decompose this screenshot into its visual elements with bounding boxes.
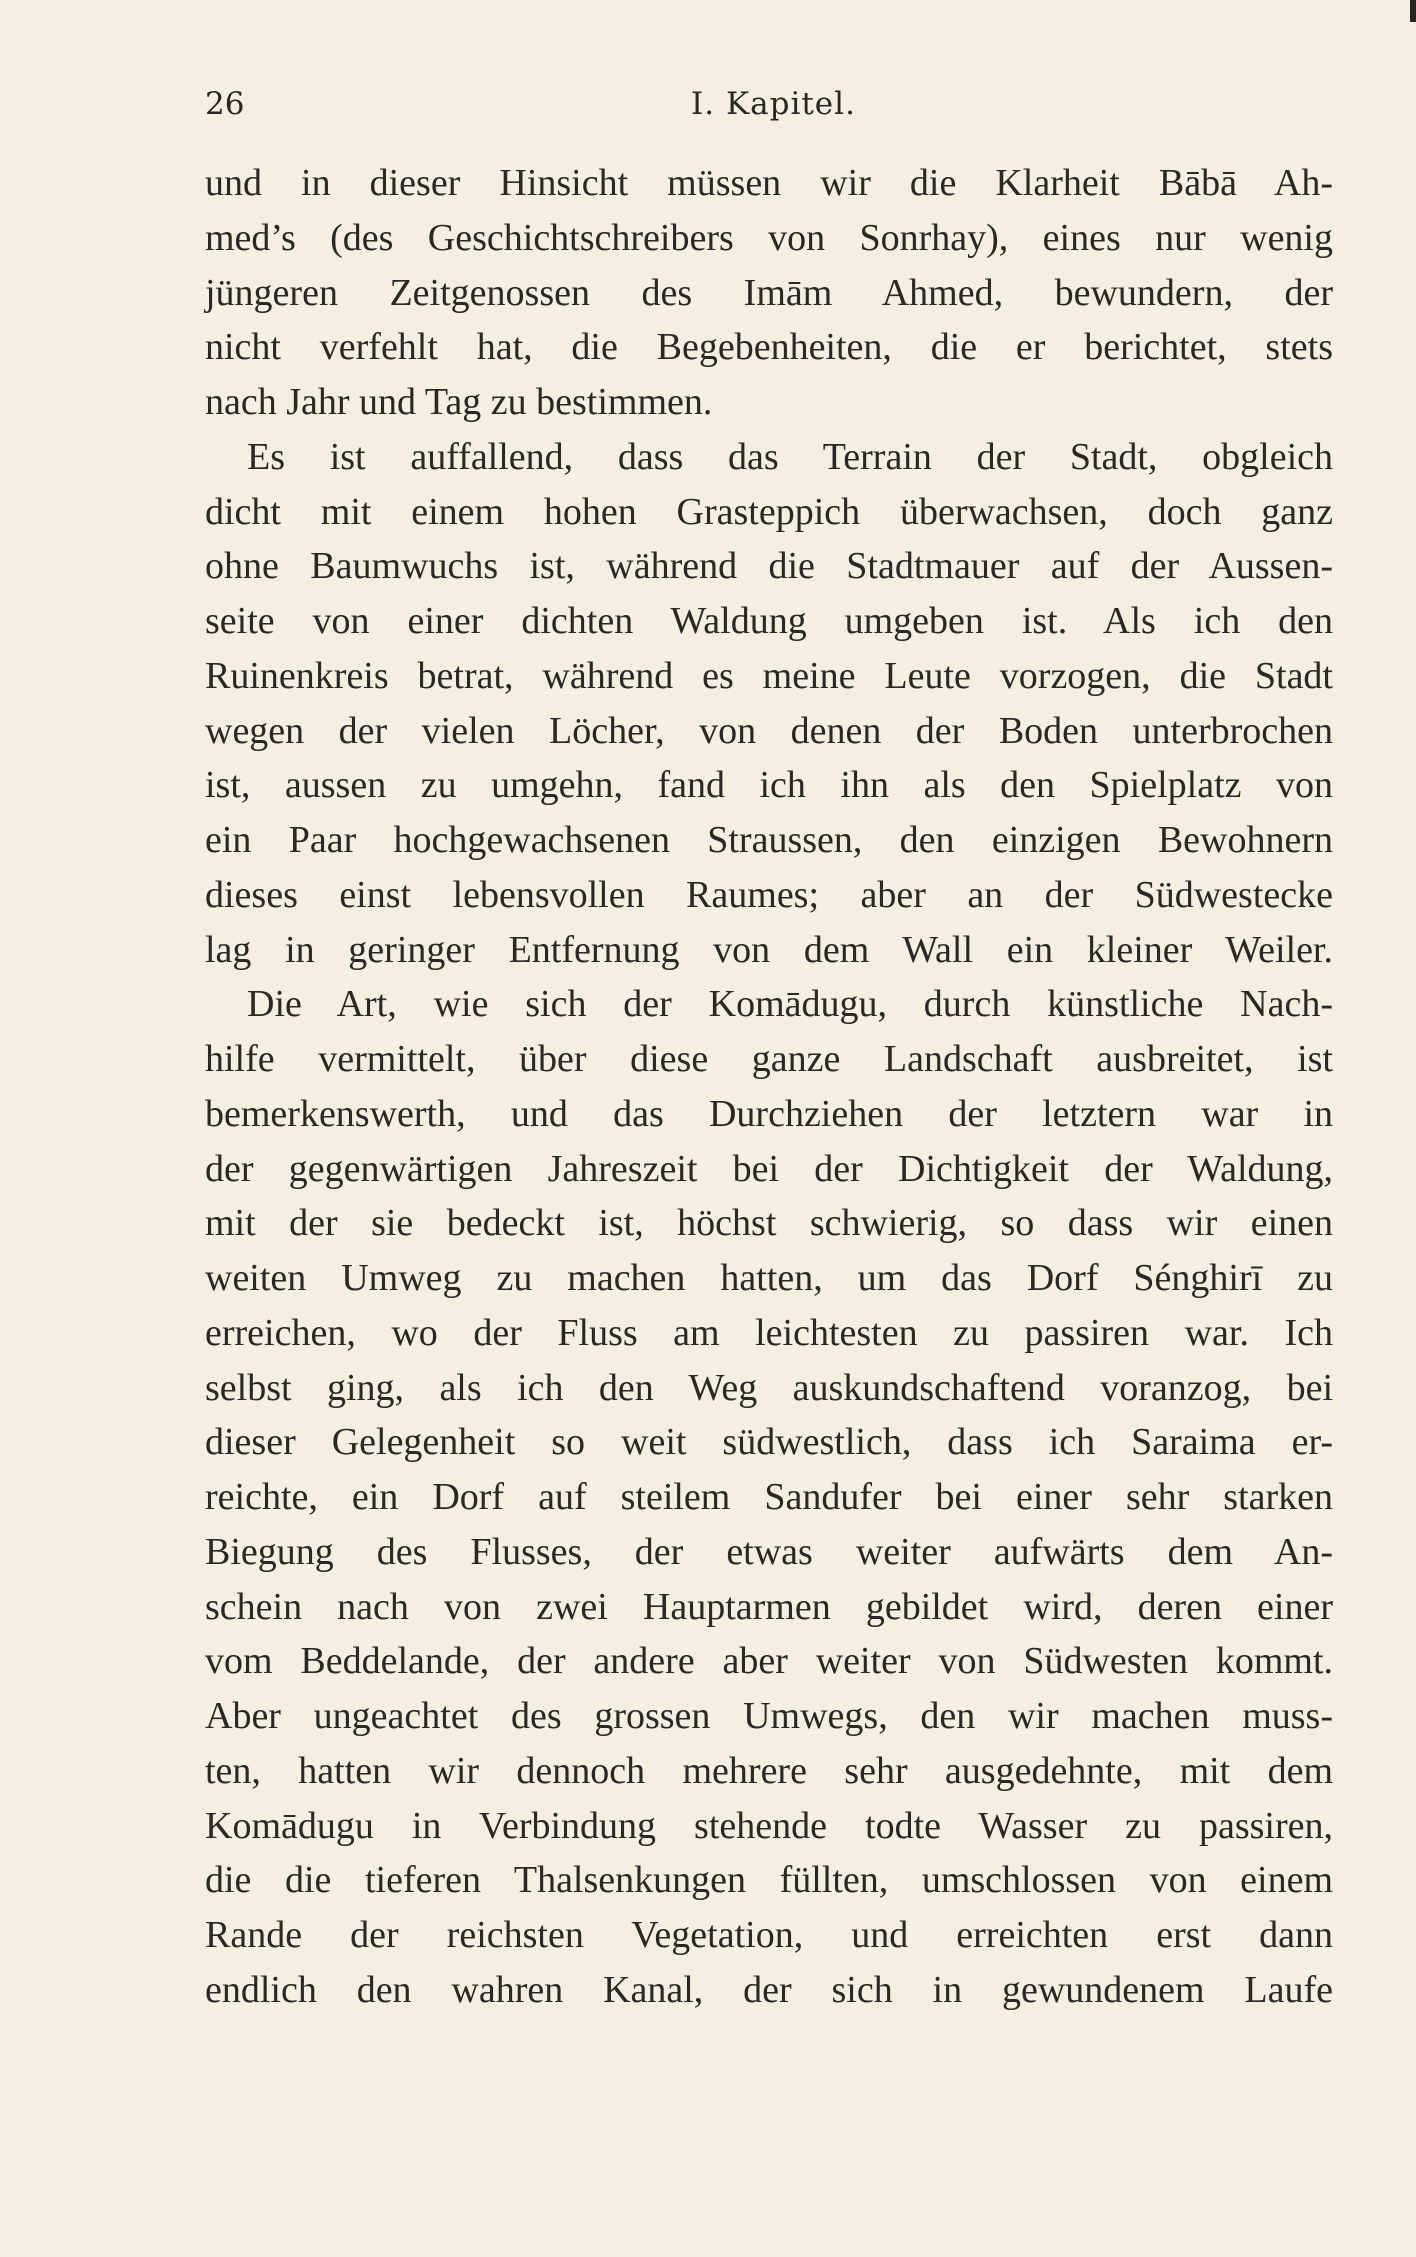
text-line: nicht verfehlt hat, die Begebenheiten, die er berichtet, stets	[205, 326, 1333, 369]
text-line: Ruinenkreis betrat, während es meine Leute vorzogen, die Stadt	[205, 654, 1333, 697]
text-line: reichte, ein Dorf auf steilem Sandufer bei einer sehr starken	[205, 1476, 1333, 1518]
text-line: dieses einst lebensvollen Raumes; aber an der Südwestecke	[205, 873, 1333, 916]
text-line: dieser Gelegenheit so weit südwestlich, dass ich Saraima er-	[205, 1421, 1333, 1464]
text-line: Rande der reichsten Vegetation, und erreichten erst dann	[205, 1914, 1333, 1956]
text-line: ist, aussen zu umgehn, fand ich ihn als den Spielplatz von	[205, 764, 1333, 807]
text-line: Aber ungeachtet des grossen Umwegs, den wir machen muss-	[205, 1695, 1333, 1737]
text-line: Biegung des Flusses, der etwas weiter aufwärts dem An-	[205, 1530, 1333, 1573]
text-line: vom Beddelande, der andere aber weiter von Südwesten kommt.	[205, 1640, 1333, 1683]
text-line: lag in geringer Entfernung von dem Wall ein kleiner Weiler.	[205, 928, 1333, 971]
text-line: wegen der vielen Löcher, von denen der Boden unterbrochen	[205, 709, 1333, 752]
text-line: dicht mit einem hohen Grasteppich überwachsen, doch ganz	[205, 490, 1333, 533]
text-line: nach Jahr und Tag zu bestimmen.	[205, 381, 713, 423]
page-edge-mark	[1410, 0, 1416, 22]
text-line: der gegenwärtigen Jahreszeit bei der Dichtigkeit der Waldung,	[205, 1147, 1333, 1190]
text-line: endlich den wahren Kanal, der sich in gewundenem Laufe	[205, 1968, 1333, 2011]
text-line: mit der sie bedeckt ist, höchst schwierig, so dass wir einen	[205, 1202, 1333, 1245]
text-line: ten, hatten wir dennoch mehrere sehr ausgedehnte, mit dem	[205, 1749, 1333, 1792]
text-line: erreichen, wo der Fluss am leichtesten zu passiren war. Ich	[205, 1311, 1333, 1354]
text-line: weiten Umweg zu machen hatten, um das Dorf Sénghirī zu	[205, 1257, 1333, 1299]
text-line: med’s (des Geschichtschreibers von Sonrhay), eines nur wenig	[205, 216, 1333, 259]
text-line: ein Paar hochgewachsenen Straussen, den einzigen Bewohnern	[205, 819, 1333, 861]
page-number: 26	[205, 86, 245, 122]
text-line: selbst ging, als ich den Weg auskundschaftend voranzog, bei	[205, 1366, 1333, 1409]
running-head: I. Kapitel.	[691, 86, 856, 122]
text-line: jüngeren Zeitgenossen des Imām Ahmed, bewundern, der	[205, 271, 1333, 314]
text-line: Die Art, wie sich der Komādugu, durch künstliche Nach-	[247, 983, 1333, 1026]
text-line: seite von einer dichten Waldung umgeben ist. Als ich den	[205, 600, 1333, 642]
text-line: hilfe vermittelt, über diese ganze Landschaft ausbreitet, ist	[205, 1038, 1333, 1080]
text-line: bemerkenswerth, und das Durchziehen der letztern war in	[205, 1092, 1333, 1135]
text-line: und in dieser Hinsicht müssen wir die Klarheit Bābā Ah-	[205, 162, 1333, 204]
page-header	[205, 86, 1333, 126]
text-line: die die tieferen Thalsenkungen füllten, umschlossen von einem	[205, 1859, 1333, 1902]
text-line: Komādugu in Verbindung stehende todte Wasser zu passiren,	[205, 1804, 1333, 1847]
text-line: schein nach von zwei Hauptarmen gebildet wird, deren einer	[205, 1585, 1333, 1628]
text-line: ohne Baumwuchs ist, während die Stadtmauer auf der Aussen-	[205, 545, 1333, 588]
text-line: Es ist auffallend, dass das Terrain der Stadt, obgleich	[247, 435, 1333, 478]
body-text	[205, 156, 1333, 2018]
